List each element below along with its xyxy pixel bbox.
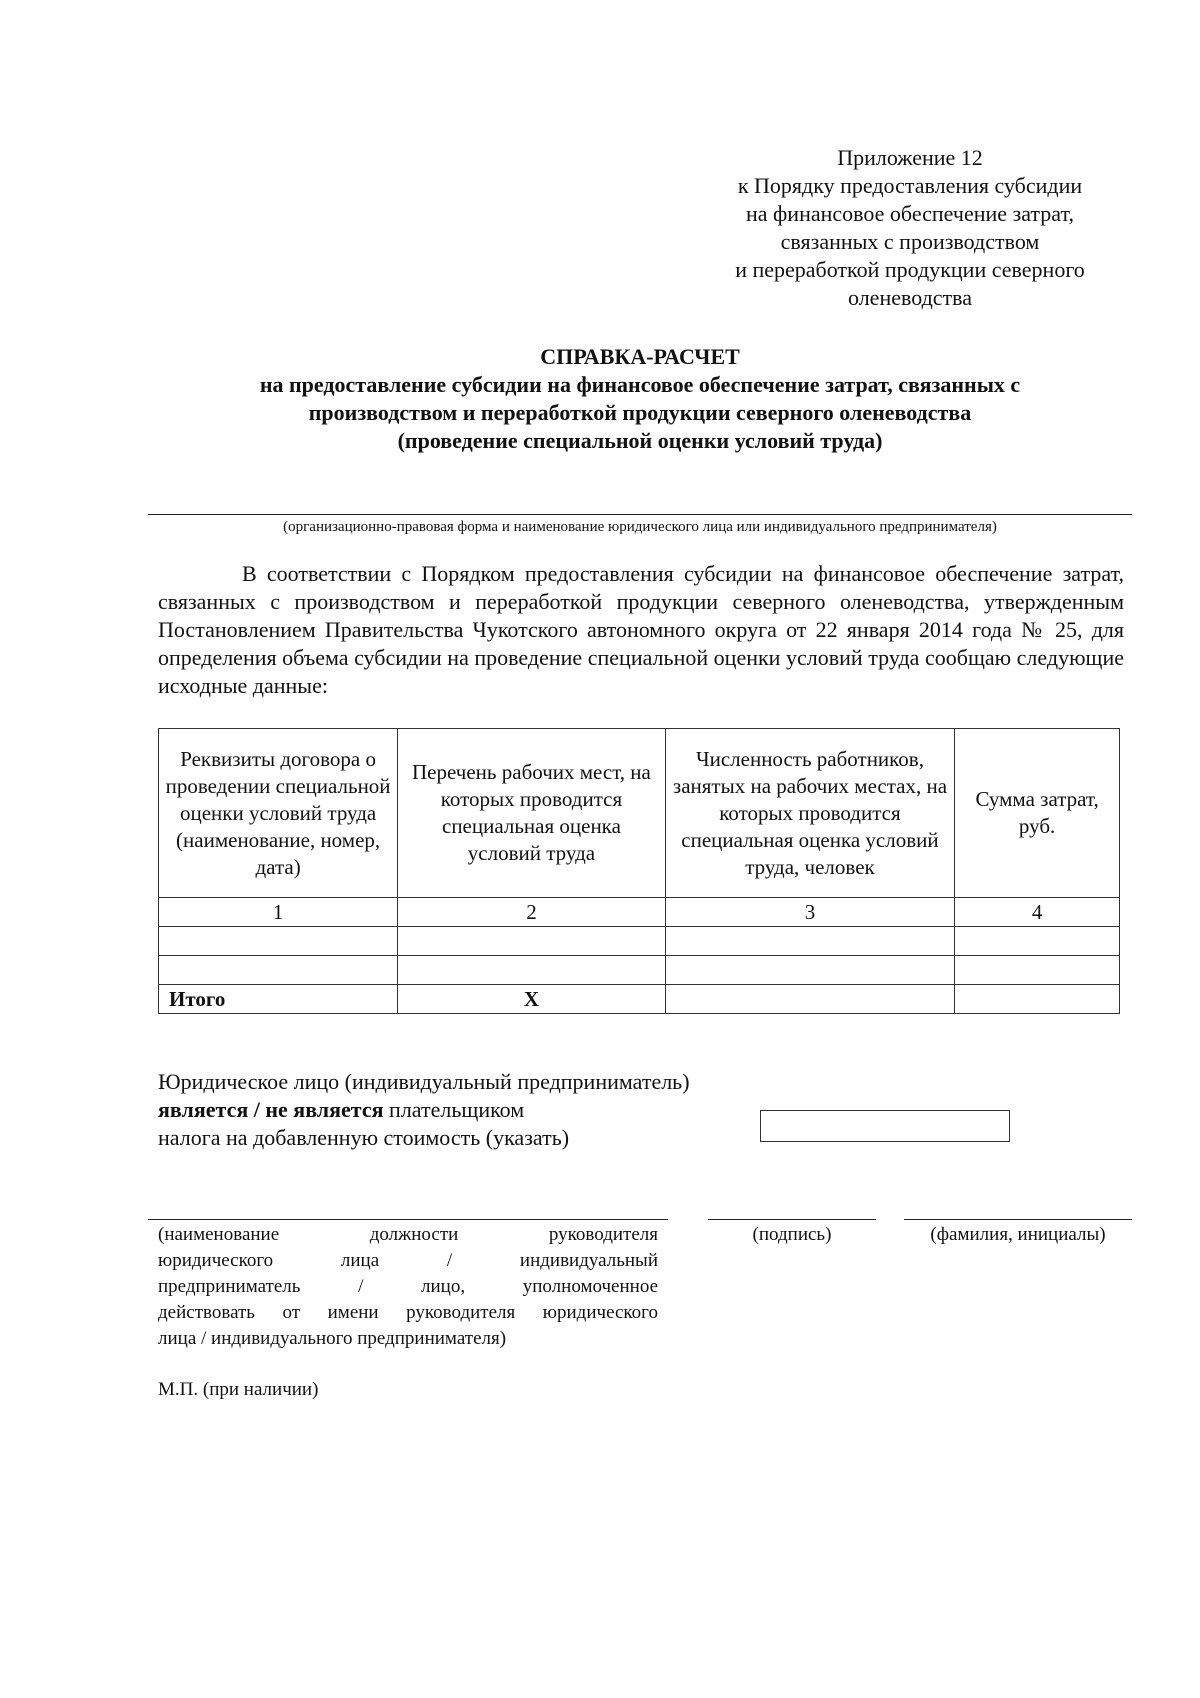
vat-line: налога на добавленную стоимость (указать): [158, 1125, 570, 1150]
table-row: [159, 956, 1120, 985]
header-amount: Сумма затрат, руб.: [955, 729, 1120, 898]
appendix-line: к Порядку предоставления субсидии: [737, 173, 1083, 198]
appendix-line: на финансовое обеспечение затрат,: [746, 201, 1074, 226]
org-name-caption: (организационно-правовая форма и наименование юридического лица или индивидуального предпринимателя): [283, 519, 997, 535]
signature-caption: (подпись): [752, 1224, 832, 1245]
vat-line: Юридическое лицо (индивидуальный предприниматель): [158, 1069, 690, 1094]
table-cell[interactable]: [159, 927, 398, 956]
table-cell[interactable]: [955, 927, 1120, 956]
position-signature-line[interactable]: [148, 1219, 668, 1220]
appendix-line: связанных с производством: [780, 229, 1040, 254]
position-caption-line: (наименование должности руководителя: [158, 1224, 658, 1245]
appendix-line: оленеводства: [847, 285, 973, 310]
data-table: [158, 728, 1120, 1014]
table-number-row: [159, 898, 1120, 927]
title-line: (проведение специальной оценки условий труда): [397, 428, 883, 453]
title-line: производством и переработкой продукции северного оленеводства: [308, 400, 972, 425]
name-caption: (фамилия, инициалы): [930, 1224, 1106, 1245]
position-caption-line: юридического лица / индивидуальный: [158, 1250, 658, 1271]
vat-choice: является / не является: [158, 1097, 384, 1122]
vat-statement: [158, 1068, 690, 1152]
position-caption-line: предприниматель / лицо, уполномоченное: [158, 1276, 658, 1297]
total-employees-cell[interactable]: [665, 985, 955, 1014]
vat-line-rest: плательщиком: [383, 1097, 525, 1122]
signature-line[interactable]: [708, 1219, 876, 1220]
position-caption: [158, 1222, 658, 1352]
title-main: СПРАВКА-РАСЧЕТ: [540, 344, 740, 369]
header-employees: Численность работников, занятых на рабочих местах, на которых проводится специальная оценка условий труда, человек: [665, 729, 955, 898]
table-cell[interactable]: [955, 956, 1120, 985]
col-number: 2: [398, 898, 666, 927]
appendix-header: [700, 144, 1120, 312]
title-line: на предоставление субсидии на финансовое обеспечение затрат, связанных с: [259, 372, 1021, 397]
col-number: 4: [955, 898, 1120, 927]
table-cell[interactable]: [159, 956, 398, 985]
appendix-line: Приложение 12: [837, 145, 983, 170]
total-x-mark: Х: [398, 985, 666, 1014]
appendix-line: и переработкой продукции северного: [735, 257, 1085, 282]
table-row: [159, 927, 1120, 956]
name-signature-line[interactable]: [904, 1219, 1132, 1220]
vat-line: [158, 1096, 690, 1124]
document-title: [150, 343, 1130, 455]
col-number: 1: [159, 898, 398, 927]
intro-paragraph: В соответствии с Порядком предоставления субсидии на финансовое обеспечение затрат, связанных с производством и переработкой продукции северного оленеводства, утвержденным Постановлением Правительства Чукотского автономного округа от 22 января 2014 года № 25, для определения объема субсидии на проведение специальной оценки условий труда сообщаю следующие исходные данные:: [158, 561, 1124, 698]
table-cell[interactable]: [665, 956, 955, 985]
total-label: Итого: [159, 985, 398, 1014]
col-number: 3: [665, 898, 955, 927]
position-caption-line: лица / индивидуального предпринимателя): [158, 1328, 507, 1349]
table-cell[interactable]: [665, 927, 955, 956]
position-caption-line: действовать от имени руководителя юридического: [158, 1302, 658, 1323]
stamp-place: М.П. (при наличии): [158, 1379, 319, 1400]
table-cell[interactable]: [398, 956, 666, 985]
header-contract: Реквизиты договора о проведении специальной оценки условий труда (наименование, номер, дата): [159, 729, 398, 898]
org-name-line[interactable]: [148, 514, 1132, 515]
total-amount-cell[interactable]: [955, 985, 1120, 1014]
header-workplaces: Перечень рабочих мест, на которых проводится специальная оценка условий труда: [398, 729, 666, 898]
table-total-row: [159, 985, 1120, 1014]
table-cell[interactable]: [398, 927, 666, 956]
vat-input-box[interactable]: [760, 1110, 1010, 1142]
table-header-row: [159, 729, 1120, 898]
